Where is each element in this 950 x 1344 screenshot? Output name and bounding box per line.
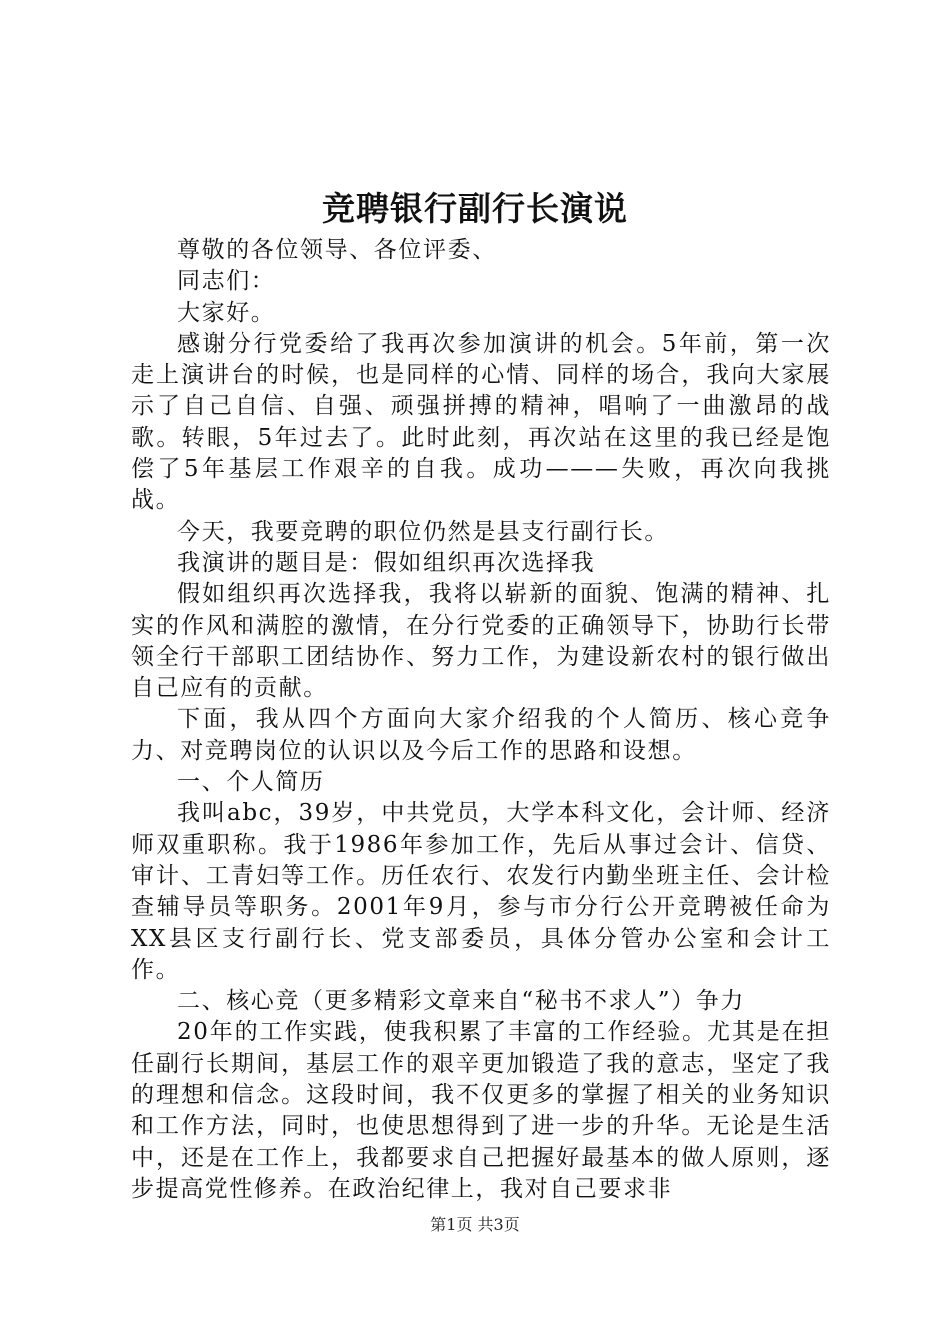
paragraph-greeting: 尊敬的各位领导、各位评委、: [177, 237, 497, 263]
section-heading-competence: 二、核心竞（更多精彩文章来自“秘书不求人”）争力: [177, 988, 745, 1015]
paragraph-hello: 大家好。: [177, 299, 276, 326]
document-body: [131, 235, 831, 1205]
section-heading-resume: 一、个人简历: [177, 769, 325, 796]
paragraph-resume: 我叫abc，39岁，中共党员，大学本科文化，会计师、经济师双重职称。我于1986年参加工作，先后从事过会计、信贷、审计、工青妇等工作。历任农行、农发行内勤坐班主任、会计检查辅导员等职务。2001年9月，参与市分行公开竞聘被任命为XX县区支行副行长、党支部委员，具体分管办公室和会计工作。: [131, 800, 831, 983]
paragraph-topic: 我演讲的题目是：假如组织再次选择我: [177, 549, 596, 576]
paragraph-salutation: 同志们：: [177, 268, 276, 295]
paragraph-competence: 20年的工作实践，使我积累了丰富的工作经验。尤其是在担任副行长期间，基层工作的艰辛更加锻造了我的意志，坚定了我的理想和信念。这段时间，我不仅更多的掌握了相关的业务知识和工作方法，同时，也使思想得到了进一步的升华。无论是生活中，还是在工作上，我都要求自己把握好最基本的做人原则，逐步提高党性修养。在政治纪律上，我对自己要求非: [131, 1019, 831, 1202]
paragraph-commitment: 假如组织再次选择我，我将以崭新的面貌、饱满的精神、扎实的作风和满腔的激情，在分行党委的正确领导下，协助行长带领全行干部职工团结协作、努力工作，为建设新农村的银行做出自己应有的贡献。: [131, 581, 831, 702]
page-number: 第1页 共3页: [430, 1215, 520, 1234]
paragraph-position: 今天，我要竞聘的职位仍然是县支行副行长。: [177, 518, 669, 545]
paragraph-thanks: 感谢分行党委给了我再次参加演讲的机会。5年前，第一次走上演讲台的时候，也是同样的心情、同样的场合，我向大家展示了自己自信、自强、顽强拼搏的精神，唱响了一曲激昂的战歌。转眼，5年过去了。此时此刻，再次站在这里的我已经是饱偿了5年基层工作艰辛的自我。成功———失败，再次向我挑战。: [131, 330, 831, 514]
document-title: 竞聘银行副行长演说: [322, 189, 628, 228]
paragraph-outline: 下面，我从四个方面向大家介绍我的个人简历、核心竞争力、对竞聘岗位的认识以及今后工作的思路和设想。: [131, 706, 831, 764]
